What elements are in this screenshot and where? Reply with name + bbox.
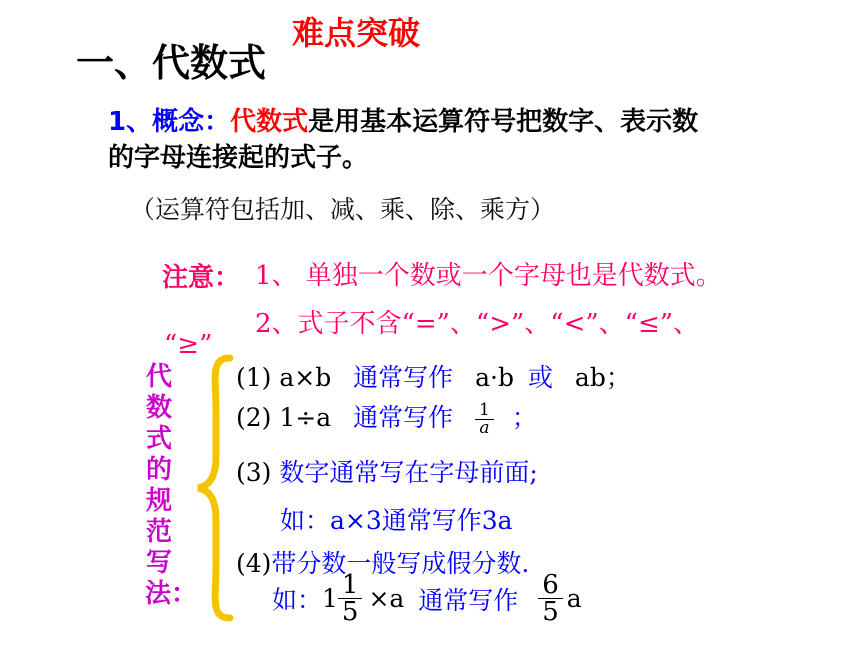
rule-3-example <box>280 501 513 537</box>
rule-2-fraction <box>475 402 494 437</box>
concept-line1: 是用基本运算符号把数字、表示数 <box>308 107 699 137</box>
rule-4-suffix: a <box>566 584 582 613</box>
rule-4-mixed-fraction <box>338 572 363 625</box>
note-item-2: 2、式子不含“=”、“>”、“<”、“≤”、 <box>255 309 700 339</box>
rule-1-text: 通常写作 <box>353 363 454 392</box>
rule-4-whole: 1 <box>322 584 338 613</box>
section-title: 一、代数式 <box>76 41 267 85</box>
note-item-1: 1、 单独一个数或一个字母也是代数式。 <box>255 261 722 291</box>
rule-4-text: 通常写作 <box>418 585 519 615</box>
note-item-2-continued: “≥” <box>164 330 213 360</box>
rule-4-frac-num: 6 <box>542 570 559 600</box>
rule-1-result2: ab； <box>574 363 631 392</box>
rule-2-suffix: ； <box>511 403 537 432</box>
curly-brace-icon <box>192 352 236 624</box>
concept-term: 代数式 <box>230 107 309 137</box>
rule-2 <box>236 398 537 437</box>
operators-note: （运算符包括加、减、乘、除、乘方） <box>130 195 556 224</box>
notes-label: 注意： <box>162 263 241 293</box>
rule-4-frac-den: 5 <box>542 597 559 627</box>
concept-line2: 的字母连接起的式子。 <box>108 143 369 173</box>
rule-1-connector: 或 <box>527 363 553 392</box>
rule-1 <box>236 358 631 394</box>
rule-3 <box>236 453 538 489</box>
rule-3-text: 数字通常写在字母前面; <box>279 458 538 487</box>
rule-4-prefix: (4) <box>236 549 272 578</box>
rule-2-frac-num: 1 <box>479 400 490 420</box>
rule-2-frac-den: a <box>479 418 490 438</box>
vertical-title: 代数式的规范写法： <box>145 362 198 609</box>
rule-2-prefix: (2) 1÷a <box>236 403 332 432</box>
rule-4-op: ×a <box>368 584 405 613</box>
rule-4-example-prefix: 如： <box>272 585 323 615</box>
rule-1-prefix: (1) a×b <box>236 363 332 392</box>
rule-4-mixed-num: 1 <box>341 570 359 600</box>
rule-3-prefix: (3) <box>236 458 280 487</box>
concept-definition <box>108 104 788 176</box>
page-heading: 难点突破 <box>292 14 421 52</box>
rule-4-improper-fraction <box>538 572 563 625</box>
concept-label: 1、概念： <box>108 107 231 137</box>
rule-3-example-text: 如：a×3通常写作3a <box>280 506 513 535</box>
rule-2-text: 通常写作 <box>353 403 454 432</box>
rule-4-text: 带分数一般写成假分数. <box>271 549 530 578</box>
rule-1-result: a·b <box>475 363 514 392</box>
rule-4-mixed-den: 5 <box>341 597 359 627</box>
rule-4-example <box>272 572 582 625</box>
